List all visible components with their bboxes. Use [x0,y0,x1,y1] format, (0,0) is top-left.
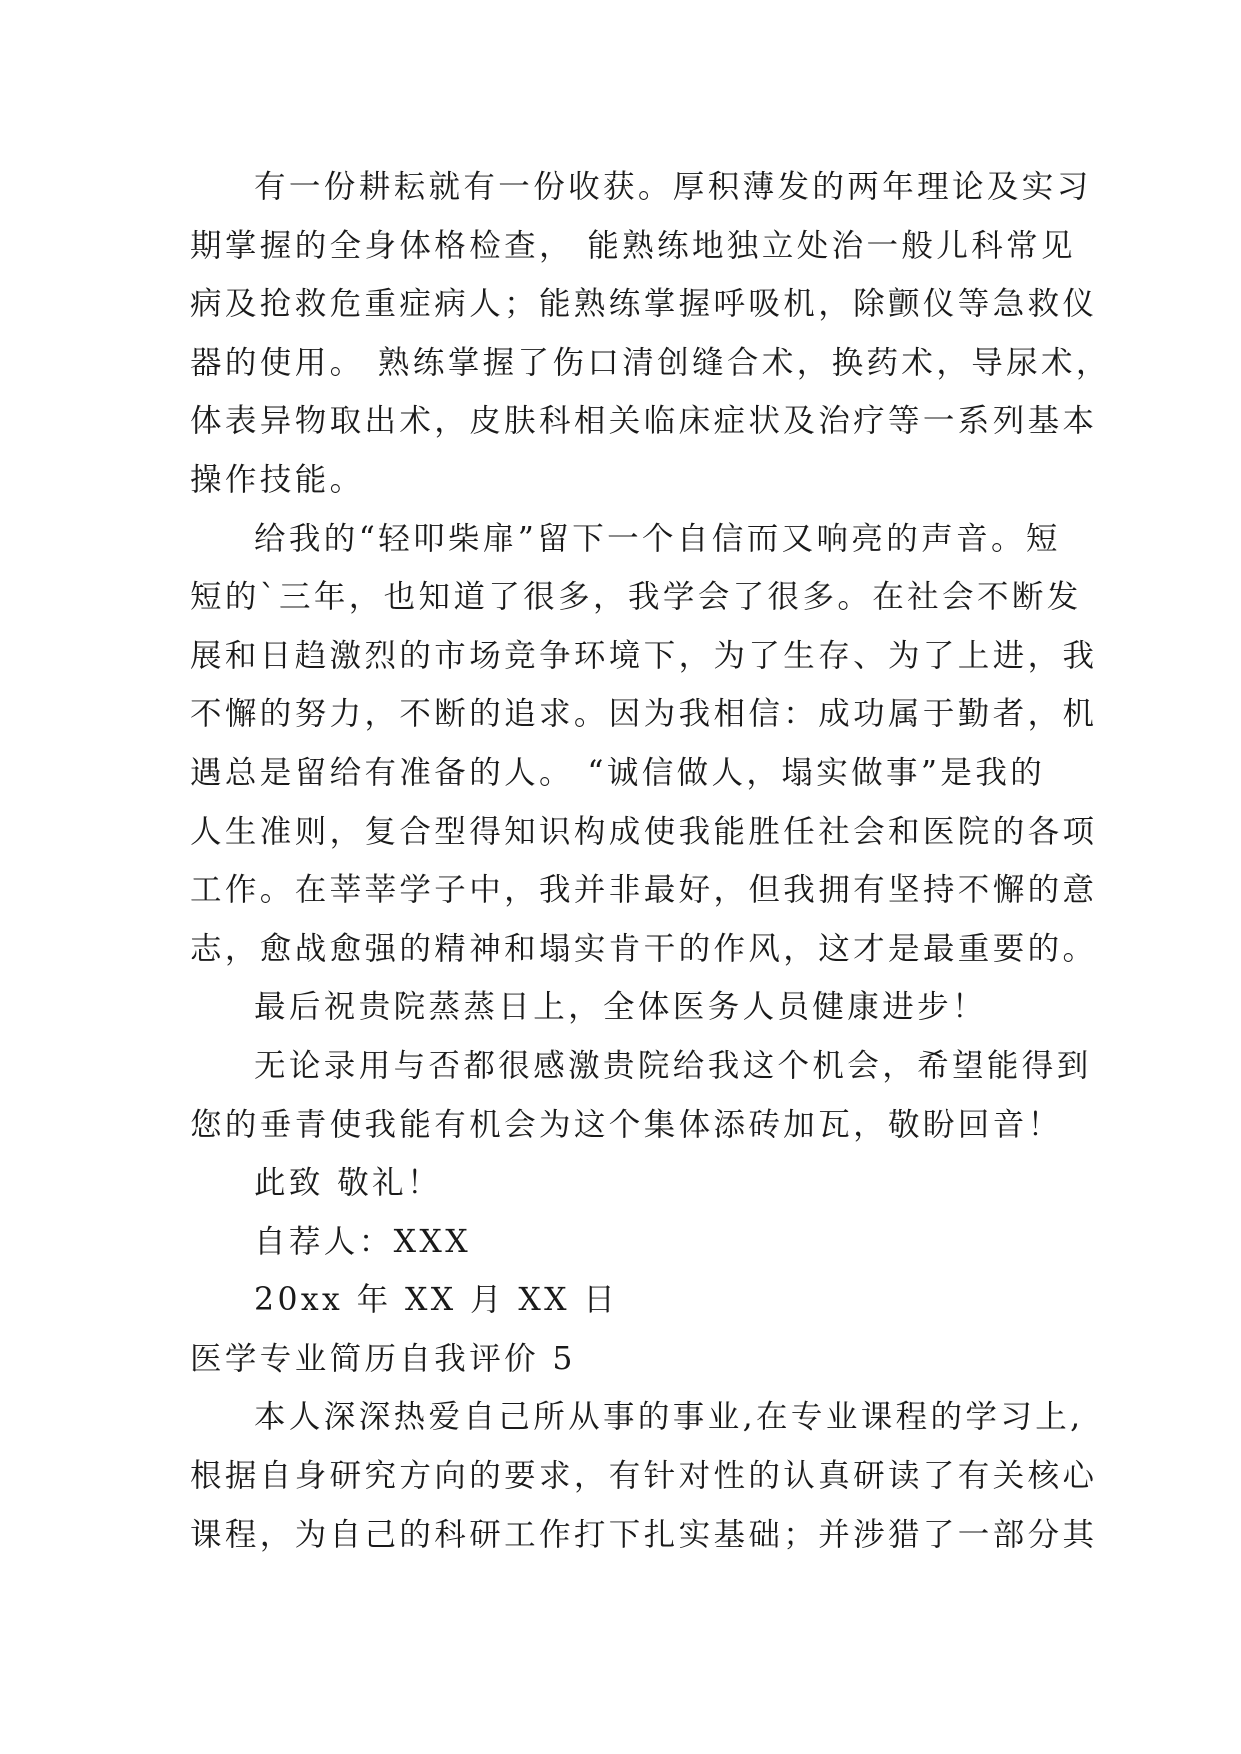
document-body [190,158,1111,1564]
closing-salutation: 此致 敬礼！ [254,1165,442,1202]
text-line: 人生准则，复合型得知识构成使我能胜任社会和医院的各项 [190,813,1098,850]
text-line: 志，愈战愈强的精神和塌实肯干的作风，这才是最重要的。 [190,930,1098,967]
text-line: 展和日趋激烈的市场竞争环境下，为了生存、为了上进，我 [190,637,1098,674]
text-line: 短的`三年，也知道了很多，我学会了很多。在社会不断发 [190,579,1082,616]
text-line: 遇总是留给有准备的人。 “诚信做人，塌实做事”是我的 [190,754,1046,791]
text-line: 不懈的努力，不断的追求。因为我相信：成功属于勤者，机 [190,696,1098,733]
text-line: 课程，为自己的科研工作打下扎实基础；并涉猎了一部分其 [190,1516,1098,1553]
section-heading: 医学专业简历自我评价 5 [190,1340,576,1377]
text-line: 给我的“轻叩柴扉”留下一个自信而又响亮的声音。短 [254,520,1061,557]
text-line: 无论录用与否都很感激贵院给我这个机会，希望能得到 [254,1047,1092,1084]
text-line: 有一份耕耘就有一份收获。厚积薄发的两年理论及实习 [254,169,1092,205]
text-line: 操作技能。 [190,461,365,498]
text-line: 器的使用。 熟练掌握了伤口清创缝合术，换药术，导尿术， [190,344,1111,381]
signature-line: 自荐人：XXX [254,1223,472,1260]
text-line: 期掌握的全身体格检查， 能熟练地独立处治一般儿科常见 [190,227,1076,264]
text-line: 体表异物取出术，皮肤科相关临床症状及治疗等一系列基本 [190,403,1098,440]
text-line: 本人深深热爱自己所从事的事业,在专业课程的学习上, [254,1399,1084,1436]
text-line: 您的垂青使我能有机会为这个集体添砖加瓦，敬盼回音！ [190,1106,1063,1143]
text-line: 病及抢救危重症病人；能熟练掌握呼吸机，除颤仪等急救仪 [190,286,1098,323]
text-line: 最后祝贵院蒸蒸日上，全体医务人员健康进步！ [254,989,987,1026]
text-line: 工作。在莘莘学子中，我并非最好，但我拥有坚持不懈的意 [190,872,1098,909]
date-line: 20xx 年 XX 月 XX 日 [254,1282,619,1319]
text-line: 根据自身研究方向的要求，有针对性的认真研读了有关核心 [190,1458,1098,1495]
